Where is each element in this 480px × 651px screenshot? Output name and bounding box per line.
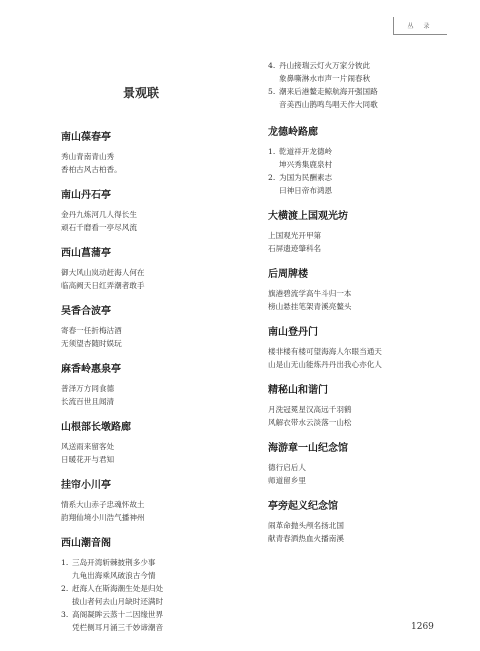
couplet-body: [72, 556, 156, 582]
couplet-entry: [61, 189, 261, 234]
couplet-line: 坤兴秀集鹿泉村: [279, 160, 333, 169]
couplet-body: [279, 171, 332, 197]
couplet-entry: [268, 500, 468, 545]
numbered-couplet: [268, 59, 468, 85]
item-number: 4.: [268, 61, 276, 70]
couplet-entry: [61, 537, 261, 634]
entry-title: 山根部长墩路廊: [61, 422, 131, 433]
couplet-line: 月洗冠冕星汉高远千羽鹤: [268, 405, 352, 414]
couplet-line: 金丹九炼河几人得长生: [61, 210, 137, 219]
couplet-line: 顽石千磨看一亭尽风流: [61, 223, 137, 232]
couplet-line: 九龟出海乘风破浪古今情: [72, 571, 156, 580]
section-title: 景观联: [122, 86, 159, 100]
couplet-entry: [61, 131, 261, 176]
entry-title: 南山丹石亭: [61, 190, 111, 201]
couplet-line: 韵翔仙境小川浩气播神州: [61, 513, 145, 522]
item-number: 3.: [61, 610, 69, 619]
item-number: 1.: [61, 558, 69, 567]
entry-title: 龙德岭路廊: [268, 127, 318, 138]
couplet-line: 旗港碧流学高牛斗归一本: [268, 289, 352, 298]
entry-title: 亭旁起义纪念馆: [268, 501, 338, 512]
continued-numbered-lines: [268, 59, 468, 111]
couplet-line: 山是山无山能炼丹丹出我心亦化人: [268, 360, 382, 369]
page-number: 1269: [411, 622, 434, 632]
couplet-entry: [61, 363, 261, 408]
numbered-couplet: [61, 556, 261, 582]
couplet-line: 凭栏侧耳月涌三千妙谛潮音: [72, 623, 164, 632]
right-entry-list: [268, 210, 468, 545]
entry-title: 南山登丹门: [268, 327, 318, 338]
couplet-entry: [61, 421, 261, 466]
couplet-line: 普泽万方同食德: [61, 384, 115, 393]
couplet-body: [279, 59, 370, 85]
couplet-body: [72, 608, 163, 634]
item-number: 2.: [61, 584, 69, 593]
couplet-entry: [61, 479, 261, 524]
couplet-line: 香柏古风古柏香。: [61, 165, 122, 174]
couplet-line: 潮来后港鳌走鲸航海开强国路: [279, 87, 378, 96]
couplet-entry: [268, 210, 468, 255]
couplet-line: 音美西山鹊鸣鸟唱天作大同歌: [279, 100, 378, 109]
numbered-couplet: [61, 608, 261, 634]
item-number: 2.: [268, 173, 276, 182]
couplet-line: 上国观光开甲第: [268, 231, 322, 240]
running-header: [393, 17, 447, 35]
couplet-line: 丹山接瑞云灯火万家分彼此: [279, 61, 371, 70]
couplet-line: 秀山青南青山秀: [61, 152, 115, 161]
couplet-line: 寄春一任折梅沽酒: [61, 326, 122, 335]
couplet-entry: [268, 384, 468, 429]
numbered-couplet: [268, 85, 468, 111]
couplet-line: 石屏遗迹肇科名: [268, 244, 322, 253]
numbered-couplet: [61, 582, 261, 608]
entry-title: 后周牌楼: [268, 269, 308, 280]
couplet-line: 高阁凝眸云蒸十二因缘世界: [72, 610, 164, 619]
couplet-line: 闹革命抛头颅名扬北国: [268, 521, 344, 530]
right-column: [268, 59, 468, 558]
couplet-entry: [61, 305, 261, 350]
left-numbered-entry: [61, 537, 261, 634]
entry-title: 西山潮音阁: [61, 538, 111, 549]
entry-title: 精秘山和谐门: [268, 385, 328, 396]
couplet-line: 日暖花开与君知: [61, 455, 115, 464]
couplet-line: 风送雨来留客处: [61, 442, 115, 451]
couplet-entry: [268, 442, 468, 487]
couplet-line: 御大风山岚动赶海人何在: [61, 268, 145, 277]
numbered-couplet: [268, 145, 468, 171]
couplet-body: [279, 85, 378, 111]
numbered-couplet: [268, 171, 468, 197]
couplet-entry: [268, 268, 468, 313]
entry-title: 大横渡上国观光坊: [268, 211, 348, 222]
couplet-body: [72, 582, 163, 608]
couplet-line: 三岛开湾斩棘披荆多少事: [72, 558, 156, 567]
couplet-entry: [61, 247, 261, 292]
couplet-line: 情系大山赤子忠魂怀故土: [61, 500, 145, 509]
couplet-line: 献青春洒热血火播南溪: [268, 534, 344, 543]
entry-title: 挂帘小川亭: [61, 480, 111, 491]
left-column: [61, 84, 261, 647]
couplet-entry: [268, 326, 468, 371]
couplet-line: 临高阙天日红弄潮者敢手: [61, 281, 145, 290]
entry-title: 南山葆春亭: [61, 132, 111, 143]
left-entry-list: [61, 131, 261, 524]
couplet-line: 曰神日帝布鸿恩: [279, 186, 333, 195]
entry-title: 西山菖蒲亭: [61, 248, 111, 259]
couplet-line: 榜山悬挂笔架青溪亮鳌头: [268, 302, 352, 311]
couplet-line: 楼非楼有楼可望海海人尔眼当通天: [268, 347, 382, 356]
couplet-line: 风解衣带水云淡落一山松: [268, 418, 352, 427]
couplet-entry: [268, 126, 468, 197]
item-number: 5.: [268, 87, 276, 96]
couplet-line: 为国为民酬素志: [279, 173, 333, 182]
couplet-line: 拔山者何去山月缺时还满时: [72, 597, 164, 606]
couplet-line: 无须望杏随时娱玩: [61, 339, 122, 348]
right-numbered-entry: [268, 126, 468, 197]
item-number: 1.: [268, 147, 276, 156]
couplet-line: 德行启后人: [268, 463, 306, 472]
couplet-body: [279, 145, 332, 171]
entry-title: 吴香合波亭: [61, 306, 111, 317]
couplet-line: 乾道祥开龙德岭: [279, 147, 333, 156]
couplet-line: 师道留乡里: [268, 476, 306, 485]
couplet-line: 长流百世且闻清: [61, 397, 115, 406]
header-label: 丛 录: [407, 23, 434, 30]
entry-title: 海游章一山纪念馆: [268, 443, 348, 454]
entry-title: 麻香岭惠泉亭: [61, 364, 121, 375]
couplet-line: 象鼻嘶淋水市声一片闹春秋: [279, 74, 371, 83]
couplet-line: 赶海人在斯海潮生处是归处: [72, 584, 164, 593]
